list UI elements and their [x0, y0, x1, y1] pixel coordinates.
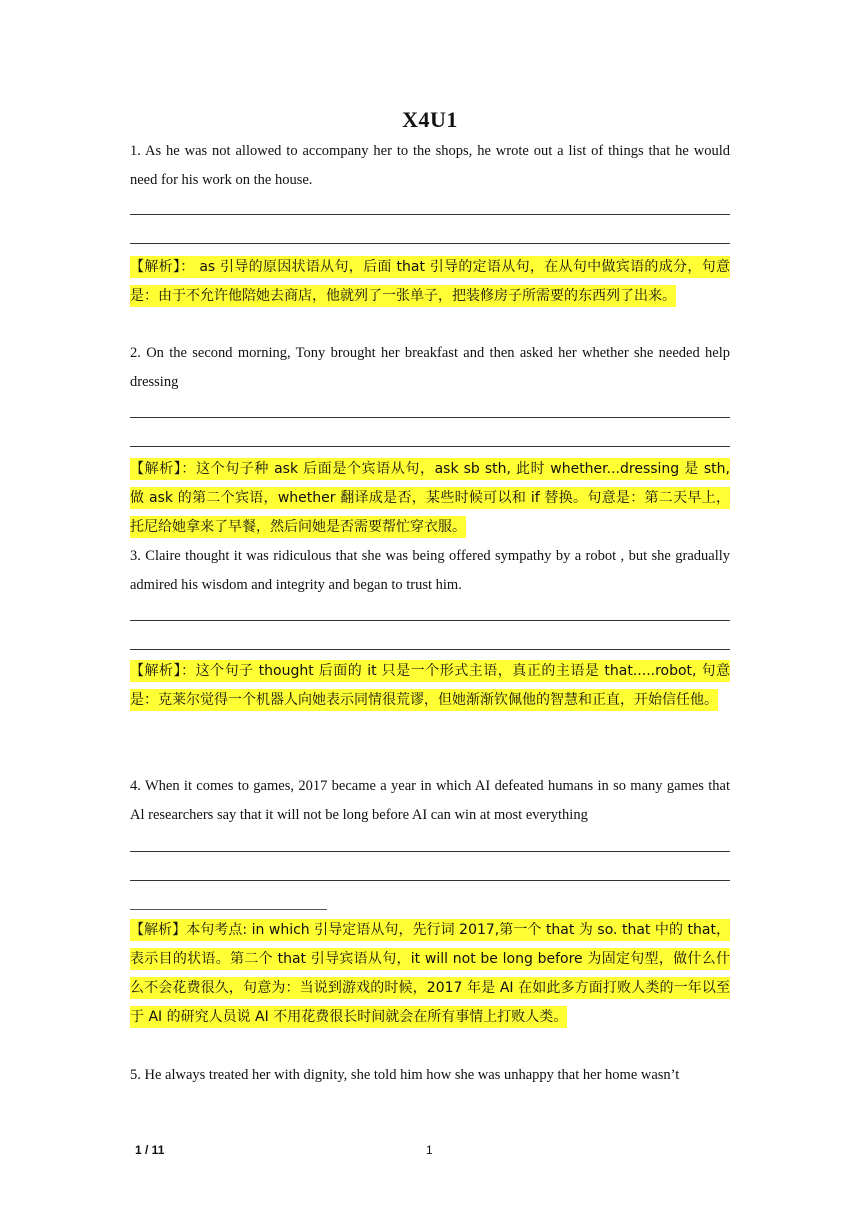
analysis-highlight: 【解析】本句考点: in which 引导定语从句，先行词 2017,第一个 that 为 so. that 中的 that，表示目的状语。第二个 that 引导宾语从句，it will not be long before 为固定句型，做什么什么不会花费很久，句意为：当说到游戏的时候，2017 年是 AI 在如此多方面打败人类的一年以至于 AI 的研究人员说 AI 不用花费很长时间就会在所有事情上打败人类。: [130, 919, 730, 1028]
page-indicator: 1 / 11: [135, 1143, 165, 1157]
document-title: X4U1: [402, 107, 458, 132]
answer-line: [130, 243, 730, 244]
analysis-2: [130, 455, 730, 542]
analysis-1: [130, 253, 730, 311]
answer-line: [130, 446, 730, 447]
analysis-4: [130, 916, 730, 1032]
analysis-highlight: 【解析】：这个句子种 ask 后面是个宾语从句，ask sb sth, 此时 whether...dressing 是 sth, 做 ask 的第二个宾语，whether 翻译成是否，某些时候可以和 if 替换。句意是：第二天早上，托尼给她拿来了早餐，然后问她是否需要帮忙穿衣服。: [130, 458, 730, 538]
answer-line: [130, 909, 327, 910]
question-1: 1. As he was not allowed to accompany her to the shops, he wrote out a list of things that he would need for his work on the house.: [130, 143, 730, 188]
answer-line: [130, 649, 730, 650]
question-5: 5. He always treated her with dignity, she told him how she was unhappy that her home wasn’t: [130, 1067, 680, 1083]
answer-line: [130, 214, 730, 215]
question-4: 4. When it comes to games, 2017 became a year in which AI defeated humans in so many games that Al researchers say that it will not be long before AI can win at most everything: [130, 778, 730, 823]
analysis-3: [130, 657, 730, 715]
answer-line: [130, 851, 730, 852]
answer-line: [130, 620, 730, 621]
question-2: 2. On the second morning, Tony brought her breakfast and then asked her whether she needed help dressing: [130, 345, 730, 390]
answer-line: [130, 417, 730, 418]
page-number: 1: [426, 1143, 433, 1157]
analysis-highlight: 【解析】：这个句子 thought 后面的 it 只是一个形式主语，真正的主语是 that.....robot, 句意是：克莱尔觉得一个机器人向她表示同情很荒谬，但她渐渐钦佩他的智慧和正直，开始信任他。: [130, 660, 730, 711]
question-3: 3. Claire thought it was ridiculous that she was being offered sympathy by a robot , but she gradually admired his wisdom and integrity and began to trust him.: [130, 548, 730, 593]
analysis-highlight: 【解析】： as 引导的原因状语从句，后面 that 引导的定语从句，在从句中做宾语的成分，句意是：由于不允许他陪她去商店，他就列了一张单子，把装修房子所需要的东西列了出来。: [130, 256, 730, 307]
answer-line: [130, 880, 730, 881]
